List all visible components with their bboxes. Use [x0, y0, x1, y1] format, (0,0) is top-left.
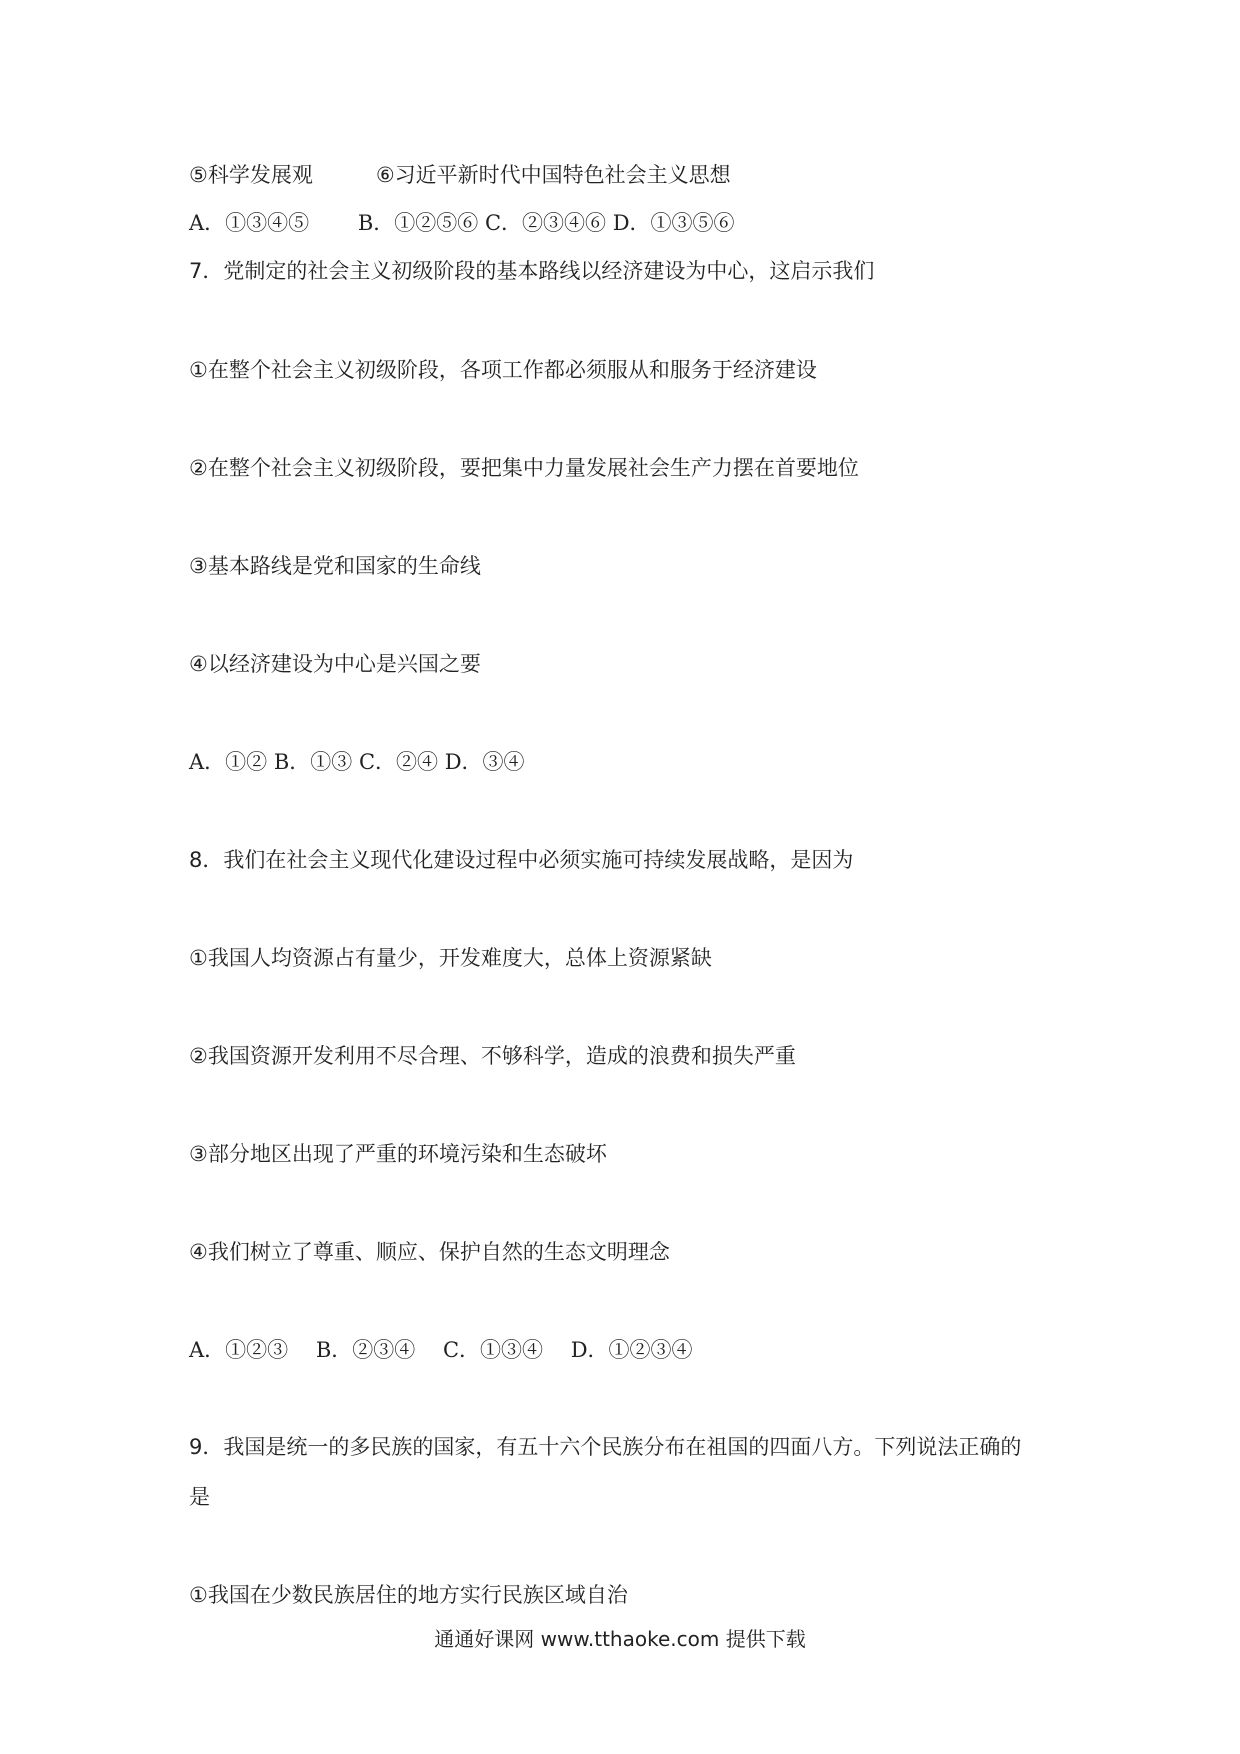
q9-statement-1: ①我国在少数民族居住的地方实行民族区域自治 [189, 1583, 628, 1607]
q7-statement-3: ③基本路线是党和国家的生命线 [189, 554, 481, 578]
footer-watermark-text: 通通好课网 www.tthaoke.com 提供下载 [434, 1627, 806, 1651]
q8-statement-4: ④我们树立了尊重、顺应、保护自然的生态文明理念 [189, 1240, 670, 1264]
q8-statement-3: ③部分地区出现了严重的环境污染和生态破坏 [189, 1142, 607, 1166]
q8-statement-1: ①我国人均资源占有量少，开发难度大，总体上资源紧缺 [189, 946, 712, 970]
option-line-5-6: ⑤科学发展观 ⑥习近平新时代中国特色社会主义思想 [189, 163, 731, 187]
q7-statement-4: ④以经济建设为中心是兴国之要 [189, 652, 481, 676]
q9-stem: 9．我国是统一的多民族的国家，有五十六个民族分布在祖国的四面八方。下列说法正确的 [189, 1435, 1022, 1459]
q7-answer-choices: A．①② B．①③ C．②④ D．③④ [189, 750, 525, 774]
q7-statement-2: ②在整个社会主义初级阶段，要把集中力量发展社会生产力摆在首要地位 [189, 456, 859, 480]
q9-stem-continued: 是 [189, 1485, 210, 1509]
q8-answer-choices: A．①②③ B．②③④ C．①③④ D．①②③④ [189, 1338, 693, 1362]
q7-statement-1: ①在整个社会主义初级阶段，各项工作都必须服从和服务于经济建设 [189, 358, 817, 382]
q7-stem: 7．党制定的社会主义初级阶段的基本路线以经济建设为中心，这启示我们 [189, 259, 875, 283]
q6-answer-choices: A．①③④⑤ B．①②⑤⑥ C．②③④⑥ D．①③⑤⑥ [189, 211, 735, 235]
q8-statement-2: ②我国资源开发利用不尽合理、不够科学，造成的浪费和损失严重 [189, 1044, 796, 1068]
q8-stem: 8．我们在社会主义现代化建设过程中必须实施可持续发展战略，是因为 [189, 848, 854, 872]
